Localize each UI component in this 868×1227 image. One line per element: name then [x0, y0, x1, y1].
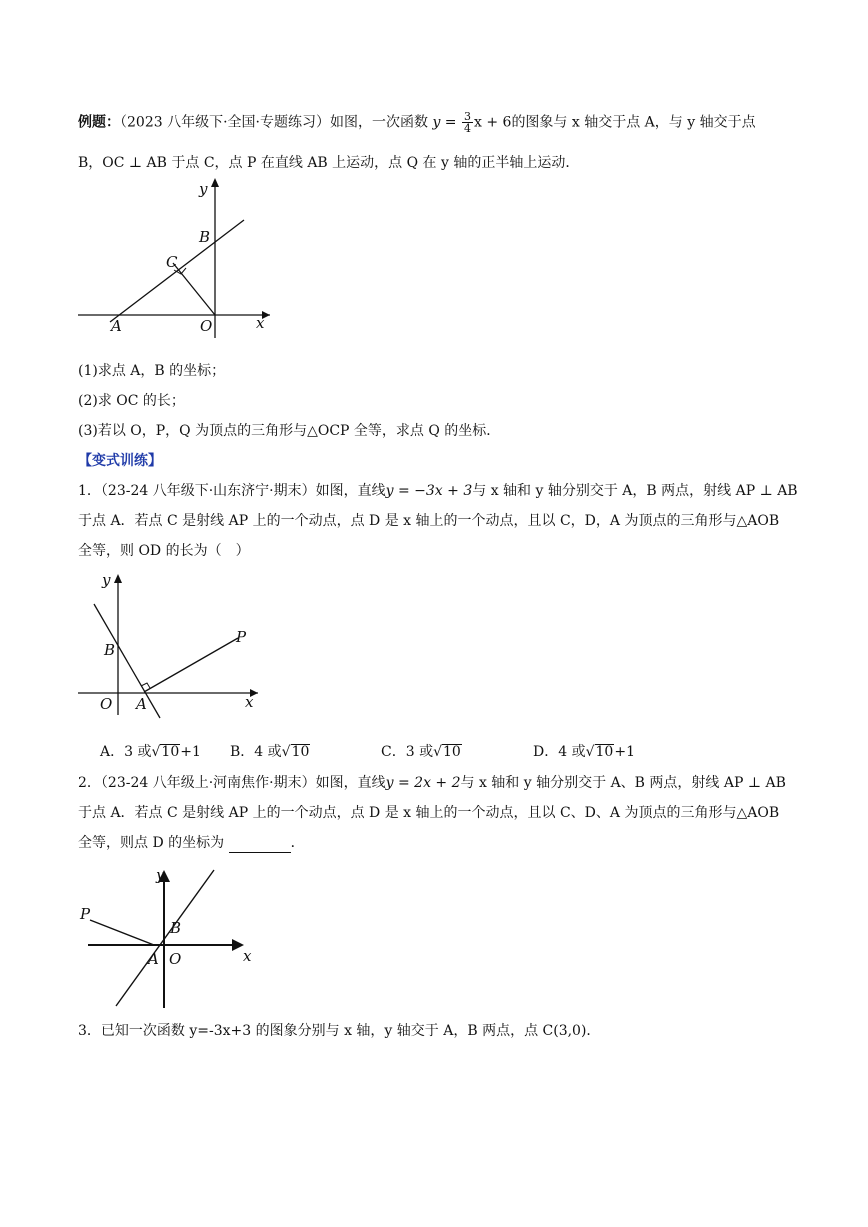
segment-oc	[173, 263, 215, 315]
option-d-radicand: 10	[595, 744, 614, 760]
label-y: y	[102, 571, 111, 589]
problem-2-figure	[78, 862, 268, 1010]
y-axis-arrow-icon	[114, 574, 122, 583]
practice-heading: 【变式训练】	[78, 453, 162, 469]
function-fraction	[462, 111, 473, 134]
label-o: O	[100, 695, 113, 713]
label-b: B	[199, 228, 211, 246]
option-a-suffix: +1	[180, 744, 201, 760]
label-y: y	[156, 866, 165, 884]
label-b: B	[170, 919, 182, 937]
label-o: O	[200, 317, 213, 335]
problem-2-line-2: 于点 A．若点 C 是射线 AP 上的一个动点，点 D 是 x 轴上的一个动点，且以 C、D、A 为顶点的三角形与△AOB	[78, 805, 780, 821]
example-line-2: B，OC ⊥ AB 于点 C，点 P 在直线 AB 上运动，点 Q 在 y 轴的正半轴上运动．	[78, 155, 580, 171]
example-source: （2023 八年级下·全国·专题练习）如图，一次函数	[120, 114, 428, 131]
y-axis-arrow-icon	[211, 178, 219, 187]
option-d-letter: D．	[533, 744, 559, 760]
problem-1-line-2: 于点 A．若点 C 是射线 AP 上的一个动点，点 D 是 x 轴上的一个动点，且以 C，D，A 为顶点的三角形与△AOB	[78, 513, 780, 529]
label-x: x	[245, 693, 254, 711]
problem-1-source: 1．（23-24 八年级下·山东济宁·期末）如图，直线	[78, 483, 386, 499]
problem-2-line-3-text: 全等，则点 D 的坐标为	[78, 835, 225, 851]
label-p: P	[80, 905, 91, 923]
option-c-letter: C．	[381, 744, 406, 760]
problem-2-source: 2．（23-24 八年级上·河南焦作·期末）如图，直线	[78, 775, 386, 791]
line-ab	[110, 220, 244, 322]
question-3: (3)若以 O，P，Q 为顶点的三角形与△OCP 全等，求点 Q 的坐标．	[78, 423, 501, 439]
option-a-radicand: 10	[161, 744, 180, 760]
option-a-letter: A．	[100, 744, 125, 760]
example-line-1	[78, 111, 798, 134]
option-b[interactable]: B．4 或√10	[230, 744, 310, 760]
option-c-radicand: 10	[443, 744, 461, 760]
problem-2-equation: y = 2x + 2	[385, 775, 461, 791]
option-d-suffix: +1	[614, 744, 635, 760]
function-rest: x + 6	[474, 114, 512, 131]
problem-3-line-1: 3．已知一次函数 y=-3x+3 的图象分别与 x 轴，y 轴交于 A，B 两点，点 C(3,0)．	[78, 1023, 601, 1039]
problem-2-line-3-end: ．	[290, 835, 305, 851]
label-p: P	[236, 628, 247, 646]
problem-1-line-1	[78, 481, 798, 501]
question-1: (1)求点 A，B 的坐标；	[78, 363, 226, 379]
problem-1-figure	[78, 570, 278, 720]
function-equals: =	[440, 114, 461, 131]
label-a: A	[111, 317, 122, 335]
example-figure	[78, 178, 278, 338]
label-y: y	[199, 180, 208, 198]
label-b: B	[104, 641, 116, 659]
function-y: y	[432, 114, 441, 131]
label-x: x	[256, 314, 265, 332]
label-x: x	[243, 947, 252, 965]
label-a: A	[136, 695, 147, 713]
option-a[interactable]: A．3 或√10+1	[100, 744, 201, 760]
ray-ap	[144, 638, 238, 692]
problem-2-line-1-tail: 与 x 轴和 y 轴分别交于 A、B 两点，射线 AP ⊥ AB	[460, 775, 786, 791]
option-c[interactable]: C．3 或√10	[381, 744, 461, 760]
fraction-denominator: 4	[464, 122, 471, 135]
label-a: A	[148, 950, 159, 968]
example-heading: 例题：	[78, 114, 120, 131]
problem-1-equation: y = −3x + 3	[385, 483, 473, 499]
ray-ap	[90, 920, 154, 945]
problem-2-line-3	[78, 833, 798, 853]
label-c: C	[166, 253, 178, 271]
option-d-prefix: 4 或	[558, 744, 586, 760]
example-line-1-tail: 的图象与 x 轴交于点 A，与 y 轴交于点	[511, 114, 756, 131]
question-2: (2)求 OC 的长；	[78, 393, 185, 409]
problem-1-line-1-tail: 与 x 轴和 y 轴分别交于 A，B 两点，射线 AP ⊥ AB	[472, 483, 798, 499]
option-c-prefix: 3 或	[405, 744, 434, 760]
option-a-prefix: 3 或	[124, 744, 152, 760]
option-b-prefix: 4 或	[254, 744, 282, 760]
problem-1-line-3: 全等，则 OD 的长为（ ）	[78, 543, 250, 559]
problem-2-line-1	[78, 773, 798, 793]
option-d[interactable]: D．4 或√10+1	[533, 744, 635, 760]
label-o: O	[169, 950, 182, 968]
answer-blank[interactable]	[229, 838, 291, 853]
option-b-radicand: 10	[291, 744, 310, 760]
option-b-letter: B．	[230, 744, 255, 760]
fraction-numerator: 3	[464, 110, 471, 123]
